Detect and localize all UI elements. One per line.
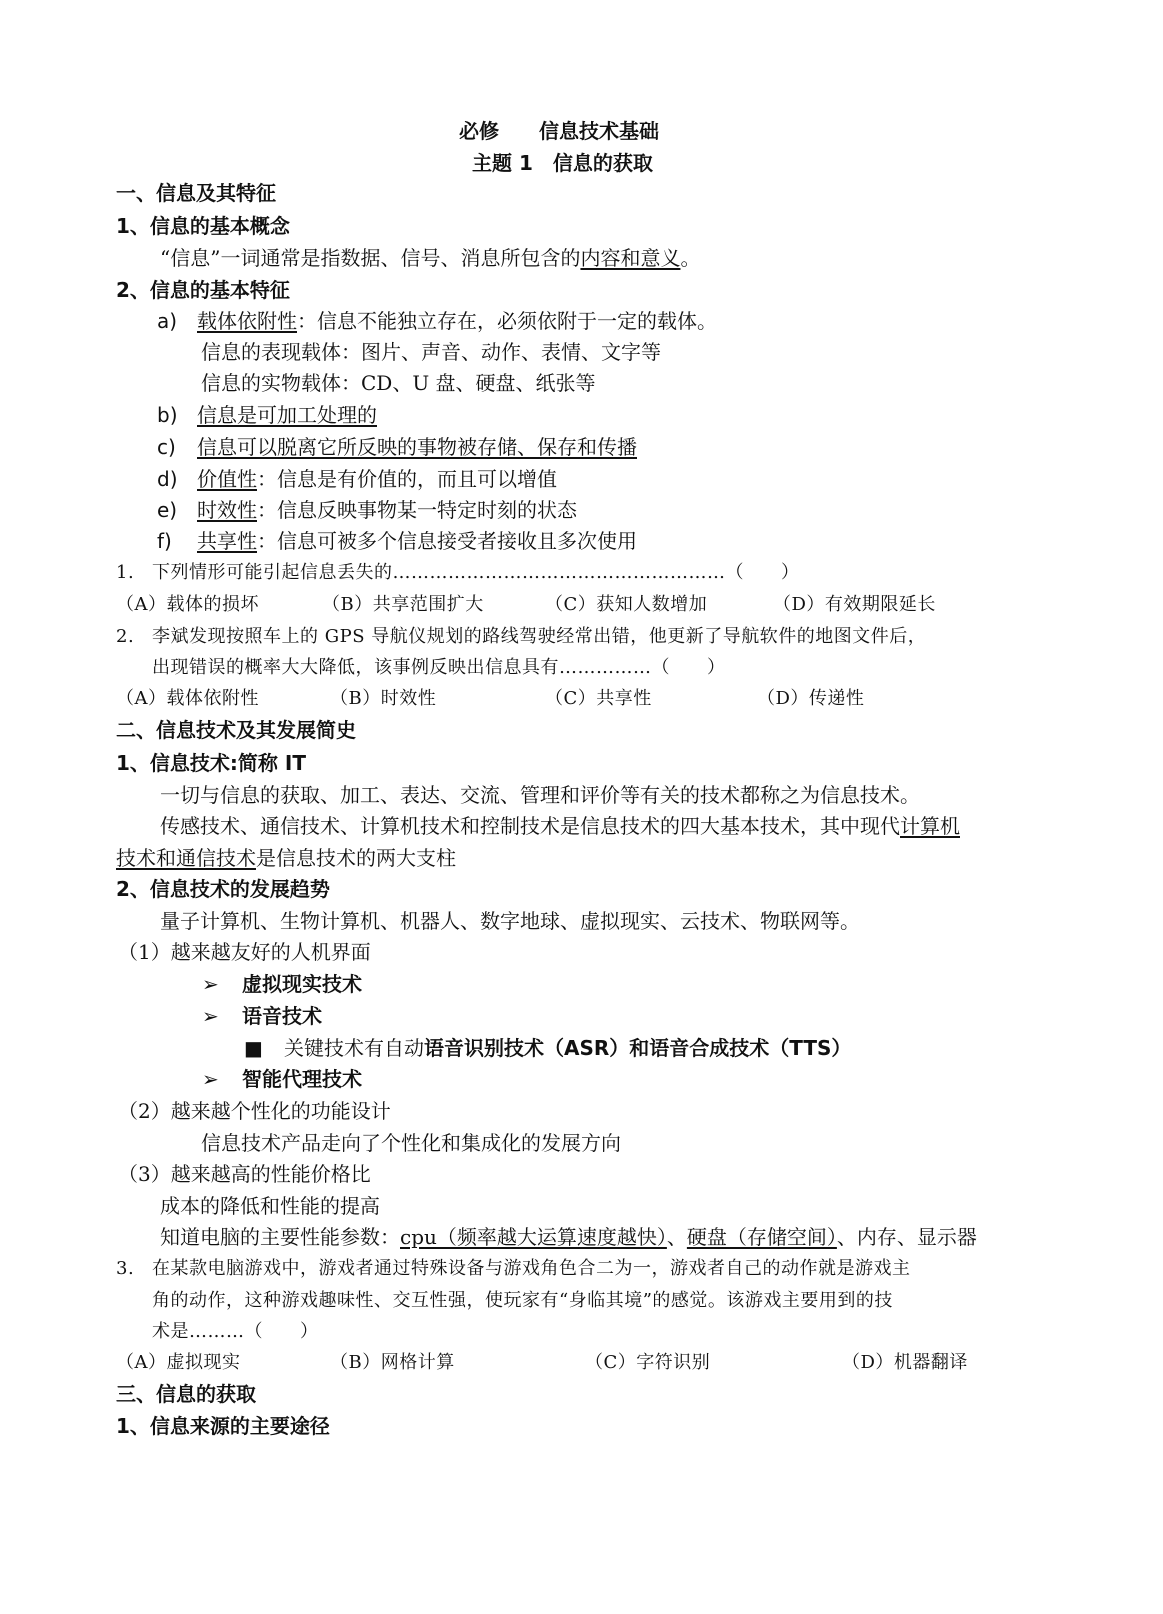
- square-bullet-icon: ■: [244, 1036, 263, 1060]
- it-heading-label: 1、信息技术:: [116, 751, 238, 775]
- question-3-text-line-2: 角的动作，这种游戏趣味性、交互性强，使玩家有“身临其境”的感觉。该游戏主要用到的技: [152, 1290, 893, 1311]
- params-sep: 、: [666, 1225, 687, 1249]
- question-3-number: 3.: [116, 1258, 135, 1279]
- trend-3-params: [160, 1224, 977, 1250]
- question-2-option-a: （A）载体依附性: [116, 688, 259, 709]
- paragraph-four-techs-line-2: [116, 845, 456, 871]
- four-techs-text: 传感技术、通信技术、计算机技术和控制技术是信息技术的四大基本技术，其中现代: [160, 814, 900, 838]
- paragraph-four-techs-line-1: [160, 813, 960, 839]
- feature-name-a: 载体依附性: [197, 309, 297, 333]
- question-2-text-line-1: 李斌发现按照车上的 GPS 导航仪规划的路线驾驶经常出错，他更新了导航软件的地图文件后，: [152, 626, 927, 647]
- it-heading-abbrev: 简称 IT: [237, 751, 306, 775]
- section-heading-2: 二、信息技术及其发展简史: [116, 718, 356, 742]
- feature-desc-f: ：信息可被多个信息接受者接收且多次使用: [257, 529, 637, 553]
- feature-label-c: c): [157, 435, 176, 459]
- section-heading-1: 一、信息及其特征: [116, 181, 276, 205]
- feature-item-c: [157, 434, 637, 460]
- speech-subitem-bold: 语音识别技术（ASR）和语音合成技术（TTS）: [424, 1036, 852, 1060]
- question-2-option-b: （B）时效性: [330, 688, 437, 709]
- question-1-option-b: （B）共享范围扩大: [322, 594, 484, 615]
- definition-underlined: 内容和意义: [580, 246, 681, 270]
- feature-a-sub-2: 信息的实物载体：CD、U 盘、硬盘、纸张等: [201, 371, 596, 395]
- question-1-text: 下列情形可能引起信息丢失的………………………………………………（ ）: [152, 562, 800, 583]
- feature-item-a: [157, 308, 717, 334]
- feature-name-b: 信息是可加工处理的: [197, 403, 377, 427]
- feature-name-d: 价值性: [197, 467, 257, 491]
- subsection-heading-3-1: 1、信息来源的主要途径: [116, 1414, 330, 1438]
- section-heading-3: 三、信息的获取: [116, 1382, 256, 1406]
- speech-subitem-text: 关键技术有自动: [284, 1036, 424, 1060]
- params-disk: 硬盘（存储空间）: [686, 1225, 837, 1249]
- four-techs-underlined-1: 计算机: [900, 814, 960, 838]
- trend-1-item-agent-label: 智能代理技术: [242, 1067, 362, 1091]
- four-techs-underlined-2: 技术和通信技术: [116, 846, 256, 870]
- feature-label-b: b): [157, 403, 178, 427]
- feature-name-c: 信息可以脱离它所反映的事物被存储、保存和传播: [197, 435, 637, 459]
- question-2-option-d: （D）传递性: [757, 688, 865, 709]
- arrow-bullet-icon: ➢: [202, 972, 219, 996]
- trend-1-item-speech: [202, 1003, 322, 1029]
- arrow-bullet-icon: ➢: [202, 1004, 219, 1028]
- subsection-heading-1-1: 1、信息的基本概念: [116, 214, 290, 238]
- trend-3-paragraph: 成本的降低和性能的提高: [160, 1194, 380, 1218]
- paragraph-info-definition: [160, 245, 700, 271]
- paragraph-trends: 量子计算机、生物计算机、机器人、数字地球、虚拟现实、云技术、物联网等。: [160, 909, 860, 933]
- feature-label-f: f): [157, 529, 172, 553]
- doc-title: 必修 信息技术基础: [459, 119, 659, 143]
- trend-1-heading: （1）越来越友好的人机界面: [118, 940, 371, 964]
- trend-1-item-vr: [202, 971, 362, 997]
- question-3-option-b: （B）网格计算: [330, 1352, 455, 1373]
- trend-2-paragraph: 信息技术产品走向了个性化和集成化的发展方向: [201, 1131, 621, 1155]
- question-2-text-line-2: 出现错误的概率大大降低，该事例反映出信息具有……………（ ）: [152, 657, 726, 678]
- subsection-heading-2-1: [116, 750, 306, 776]
- four-techs-end: 是信息技术的两大支柱: [256, 846, 456, 870]
- feature-name-e: 时效性: [197, 498, 257, 522]
- trend-3-heading: （3）越来越高的性能价格比: [118, 1162, 371, 1186]
- subsection-heading-2-2: 2、信息技术的发展趋势: [116, 877, 330, 901]
- question-3-option-c: （C）字符识别: [585, 1352, 711, 1373]
- question-1-option-c: （C）获知人数增加: [545, 594, 708, 615]
- params-text: 知道电脑的主要性能参数：: [160, 1225, 400, 1249]
- feature-item-e: [157, 497, 577, 523]
- question-3-text-line-3: 术是………（ ）: [152, 1321, 319, 1342]
- question-2-option-c: （C）共享性: [545, 688, 652, 709]
- feature-item-b: [157, 402, 377, 428]
- feature-label-d: d): [157, 467, 178, 491]
- trend-1-speech-subitem: [244, 1035, 851, 1061]
- definition-text: “信息”一词通常是指数据、信号、消息所包含的: [160, 246, 581, 270]
- feature-desc-d: ：信息是有价值的，而且可以增值: [257, 467, 557, 491]
- trend-1-item-vr-label: 虚拟现实技术: [242, 972, 362, 996]
- params-cpu: cpu（频率越大运算速度越快）: [400, 1225, 667, 1249]
- question-2-number: 2.: [116, 626, 135, 647]
- definition-end: 。: [680, 246, 701, 270]
- question-3-text-line-1: 在某款电脑游戏中，游戏者通过特殊设备与游戏角色合二为一，游戏者自己的动作就是游戏主: [152, 1258, 911, 1279]
- feature-label-a: a): [157, 309, 178, 333]
- params-end: 、内存、显示器: [836, 1225, 977, 1249]
- question-1-option-d: （D）有效期限延长: [773, 594, 936, 615]
- feature-a-sub-1: 信息的表现载体：图片、声音、动作、表情、文字等: [201, 340, 661, 364]
- question-3-option-a: （A）虚拟现实: [116, 1352, 241, 1373]
- feature-name-f: 共享性: [197, 529, 257, 553]
- paragraph-it-definition: 一切与信息的获取、加工、表达、交流、管理和评价等有关的技术都称之为信息技术。: [160, 783, 920, 807]
- trend-2-heading: （2）越来越个性化的功能设计: [118, 1099, 391, 1123]
- topic-title: 主题 1 信息的获取: [472, 151, 653, 175]
- question-3-option-d: （D）机器翻译: [842, 1352, 968, 1373]
- feature-item-d: [157, 466, 557, 492]
- trend-1-item-speech-label: 语音技术: [242, 1004, 322, 1028]
- question-1-number: 1.: [116, 562, 135, 583]
- arrow-bullet-icon: ➢: [202, 1067, 219, 1091]
- feature-desc-a: ：信息不能独立存在，必须依附于一定的载体。: [297, 309, 717, 333]
- subsection-heading-1-2: 2、信息的基本特征: [116, 278, 290, 302]
- trend-1-item-agent: [202, 1066, 362, 1092]
- feature-item-f: [157, 528, 637, 554]
- feature-desc-e: ：信息反映事物某一特定时刻的状态: [257, 498, 577, 522]
- feature-label-e: e): [157, 498, 178, 522]
- question-1-option-a: （A）载体的损坏: [116, 594, 259, 615]
